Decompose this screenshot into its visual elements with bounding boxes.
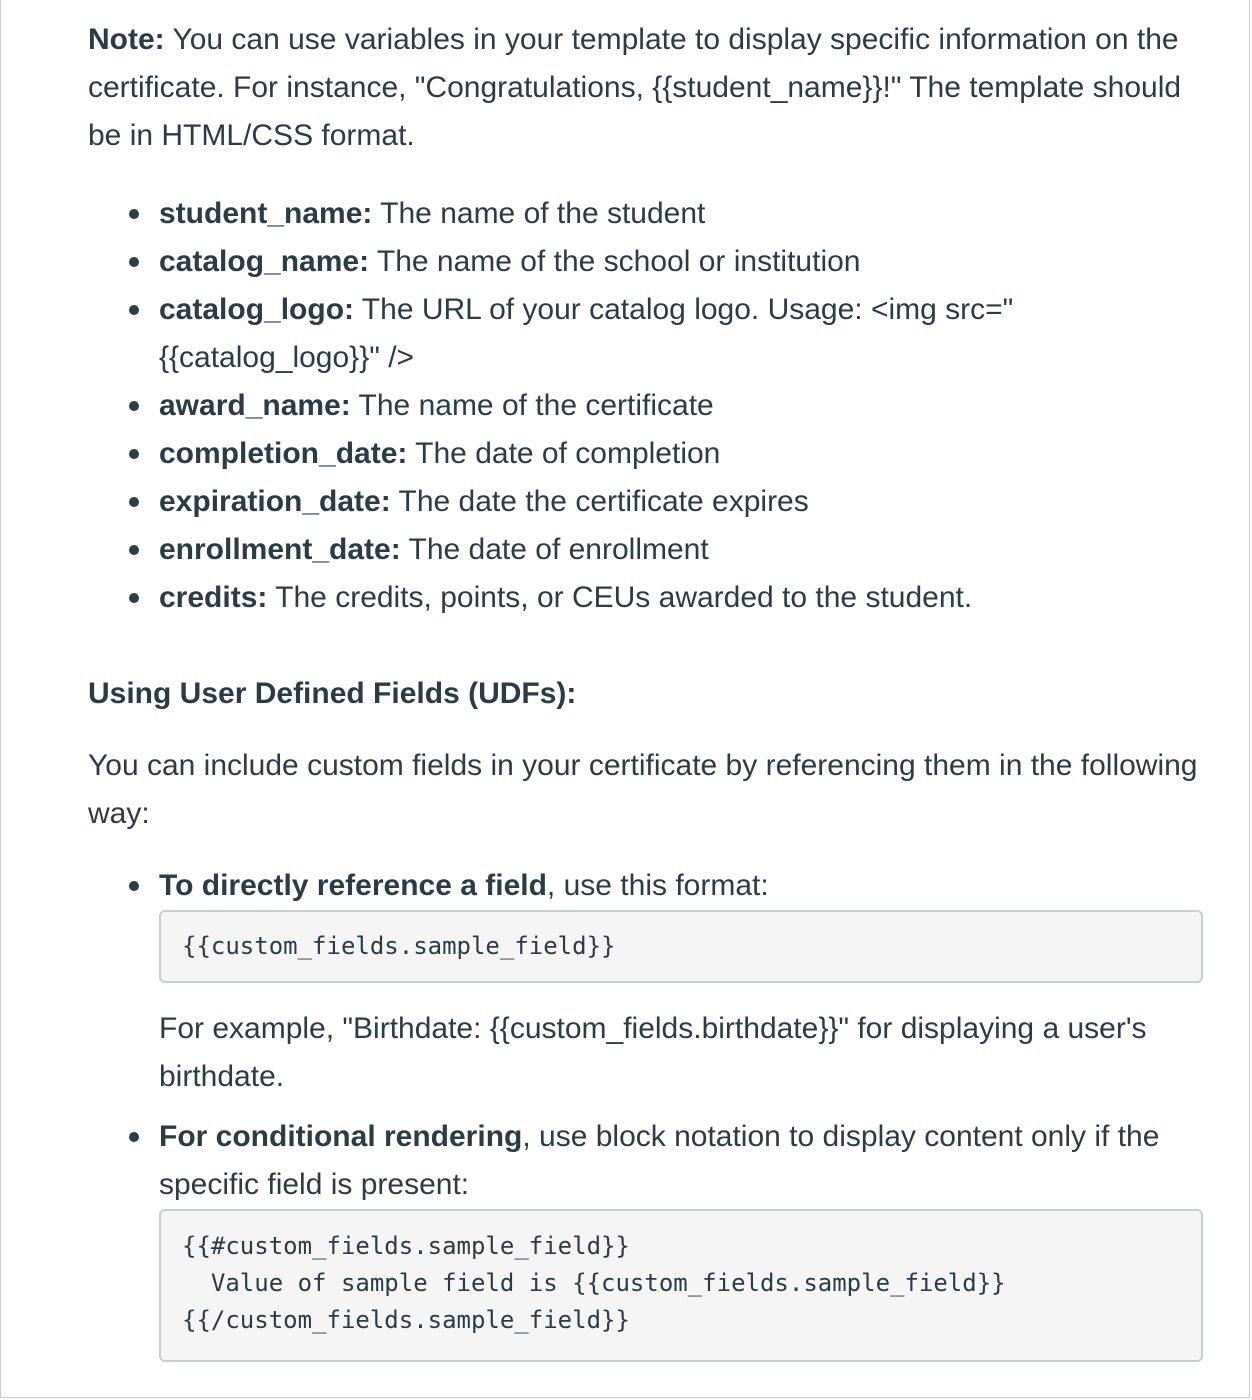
variable-description: The date of enrollment [400, 533, 709, 566]
variable-description: The name of the school or institution [369, 245, 861, 278]
udf-heading: Using User Defined Fields (UDFs): [88, 677, 577, 710]
udf-list [88, 862, 1208, 1362]
variable-item [159, 574, 1208, 622]
variable-item [159, 526, 1208, 574]
udf-item-rest: , use this format: [546, 869, 769, 902]
variable-item [159, 478, 1208, 526]
udf-item-lead: For conditional rendering [159, 1120, 523, 1153]
variable-list [88, 190, 1208, 622]
variable-name: completion_date: [159, 437, 408, 470]
udf-item-direct-reference [159, 862, 1208, 1101]
variable-name: student_name: [159, 197, 373, 230]
udf-item-lead: To directly reference a field [159, 869, 547, 902]
udf-item-conditional-rendering [159, 1113, 1208, 1362]
variable-name: catalog_logo: [159, 293, 355, 326]
variable-description: The date the certificate expires [390, 485, 809, 518]
note-paragraph [88, 16, 1208, 160]
udf-item-text [159, 862, 1208, 910]
variable-name: expiration_date: [159, 485, 391, 518]
page-content [88, 16, 1208, 1362]
variable-item [159, 190, 1208, 238]
variable-item [159, 430, 1208, 478]
variable-description: The URL of your catalog logo. Usage: <img src=" {{catalog_logo}}" /> [159, 293, 1014, 374]
note-text: You can use variables in your template to display specific information on the certificate. For instance, "Congratulations, {{student_name}}!" The template should be in HTML/CSS format. [88, 23, 1182, 152]
variable-name: catalog_name: [159, 245, 370, 278]
variable-description: The name of the student [372, 197, 706, 230]
udf-example-text: For example, "Birthdate: {{custom_fields.birthdate}}" for displaying a user's birthdate. [159, 1012, 1147, 1093]
variable-item [159, 238, 1208, 286]
variable-name: award_name: [159, 389, 351, 422]
udf-intro: You can include custom fields in your certificate by referencing them in the following way: [88, 749, 1198, 830]
variable-description: The name of the certificate [350, 389, 714, 422]
variable-description: The credits, points, or CEUs awarded to the student. [267, 581, 973, 614]
code-block-direct-reference[interactable]: {{custom_fields.sample_field}} [159, 910, 1203, 983]
note-label: Note: [88, 23, 165, 56]
variable-item [159, 382, 1208, 430]
variable-item [159, 286, 1208, 382]
udf-item-text [159, 1113, 1208, 1209]
variable-name: enrollment_date: [159, 533, 401, 566]
variable-name: credits: [159, 581, 268, 614]
variable-description: The date of completion [407, 437, 721, 470]
code-block-conditional-rendering[interactable]: {{#custom_fields.sample_field}} Value of sample field is {{custom_fields.sample_field}} {{/custom_fields.sample_field}} [159, 1209, 1203, 1362]
udf-item-rest: , use block notation to display content only if the specific field is present: [159, 1120, 1160, 1201]
